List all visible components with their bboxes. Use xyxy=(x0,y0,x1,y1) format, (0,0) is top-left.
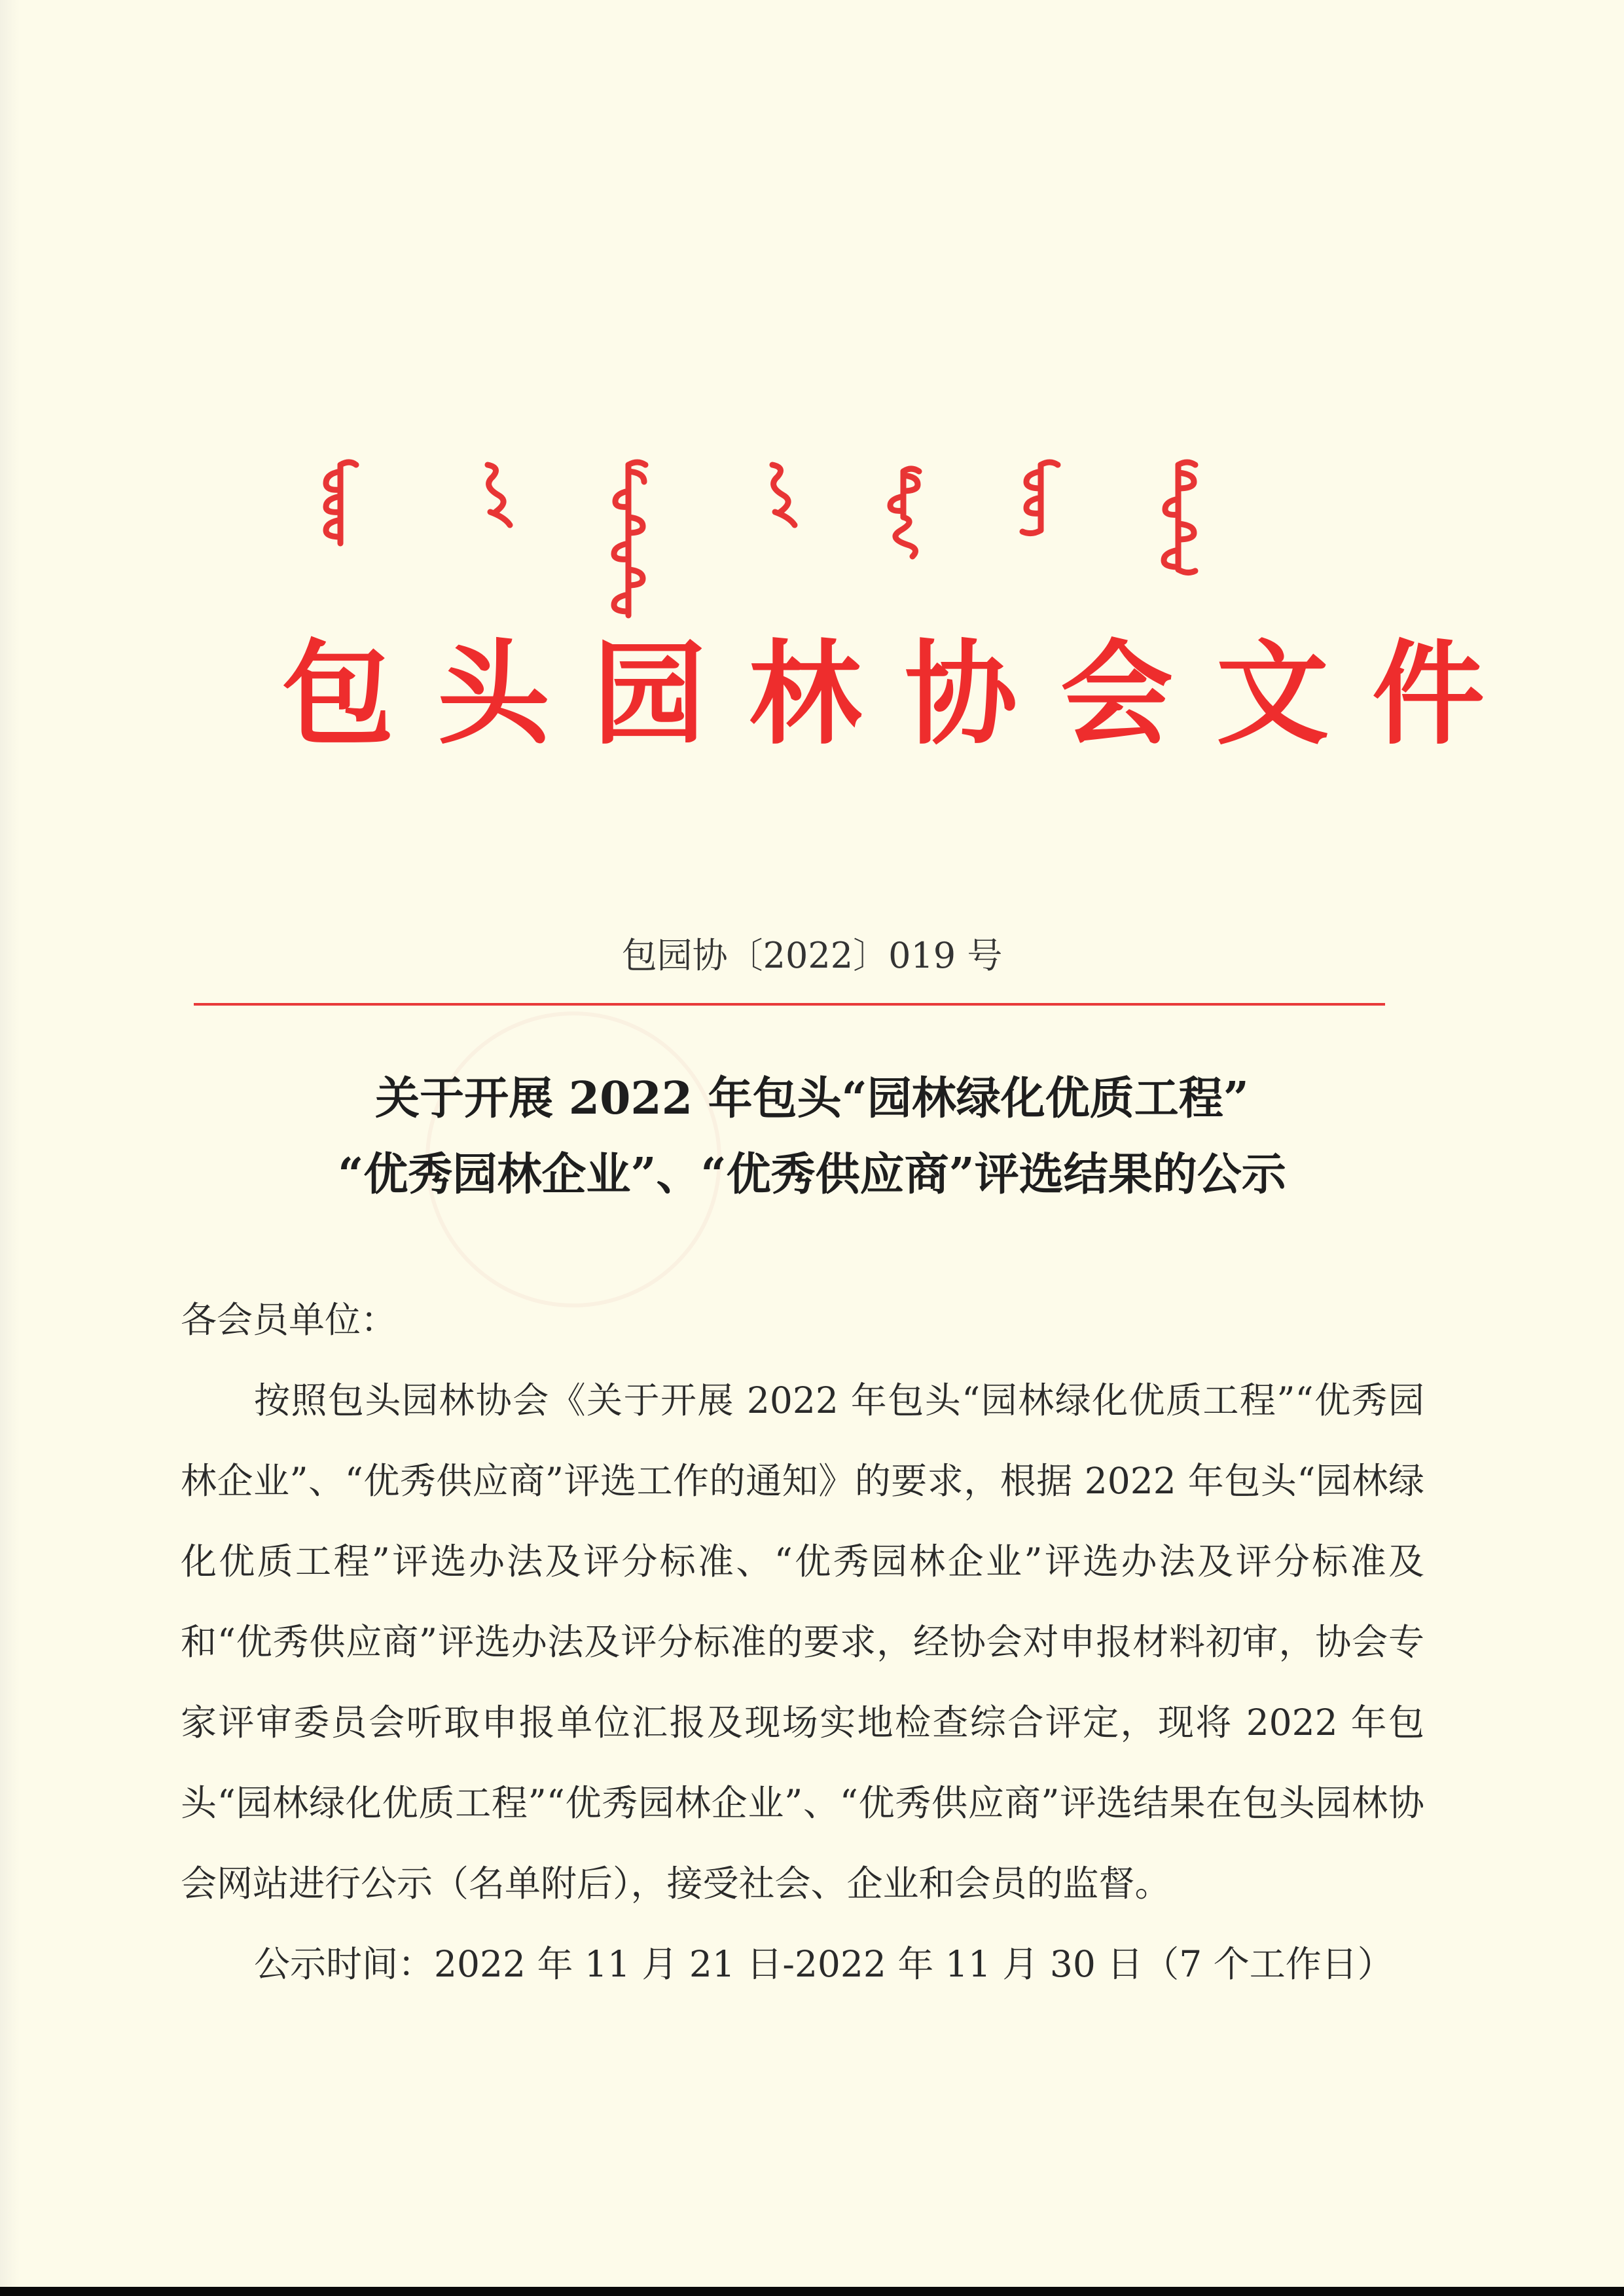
document-title-line-1: 关于开展 2022 年包头“园林绿化优质工程” xyxy=(375,1072,1249,1125)
red-divider xyxy=(194,1003,1385,1006)
organization-title: 包头园林协会文件 xyxy=(281,627,1528,760)
document-title xyxy=(0,1061,1624,1212)
scan-bottom-edge xyxy=(0,2287,1624,2296)
document-number: 包园协〔2022〕019 号 xyxy=(621,935,1003,976)
salutation: 各会员单位： xyxy=(181,1299,397,1341)
mongolian-org-name xyxy=(314,452,1296,635)
document-title-line-2: “优秀园林企业”、“优秀供应商”评选结果的公示 xyxy=(338,1148,1286,1201)
document-body xyxy=(181,1280,1424,2005)
body-paragraph-2: 公示时间：2022 年 11 月 21 日-2022 年 11 月 30 日（7 个工作日） xyxy=(254,1943,1394,1985)
body-paragraph-1: 按照包头园林协会《关于开展 2022 年包头“园林绿化优质工程”“优秀园林企业”、“优秀供应商”评选工作的通知》的要求，根据 2022 年包头“园林绿化优质工程”评选办法及评分标准、“优秀园林企业”评选办法及评分标准及和“优秀供应商”评选办法及评分标准的要求，经协会对申报材料初审，协会专家评审委员会听取申报单位汇报及现场实地检查综合评定，现将 2022 年包头“园林绿化优质工程”“优秀园林企业”、“优秀供应商”评选结果在包头园林协会网站进行公示（名单附后），接受社会、企业和会员的监督。 xyxy=(181,1379,1424,1904)
